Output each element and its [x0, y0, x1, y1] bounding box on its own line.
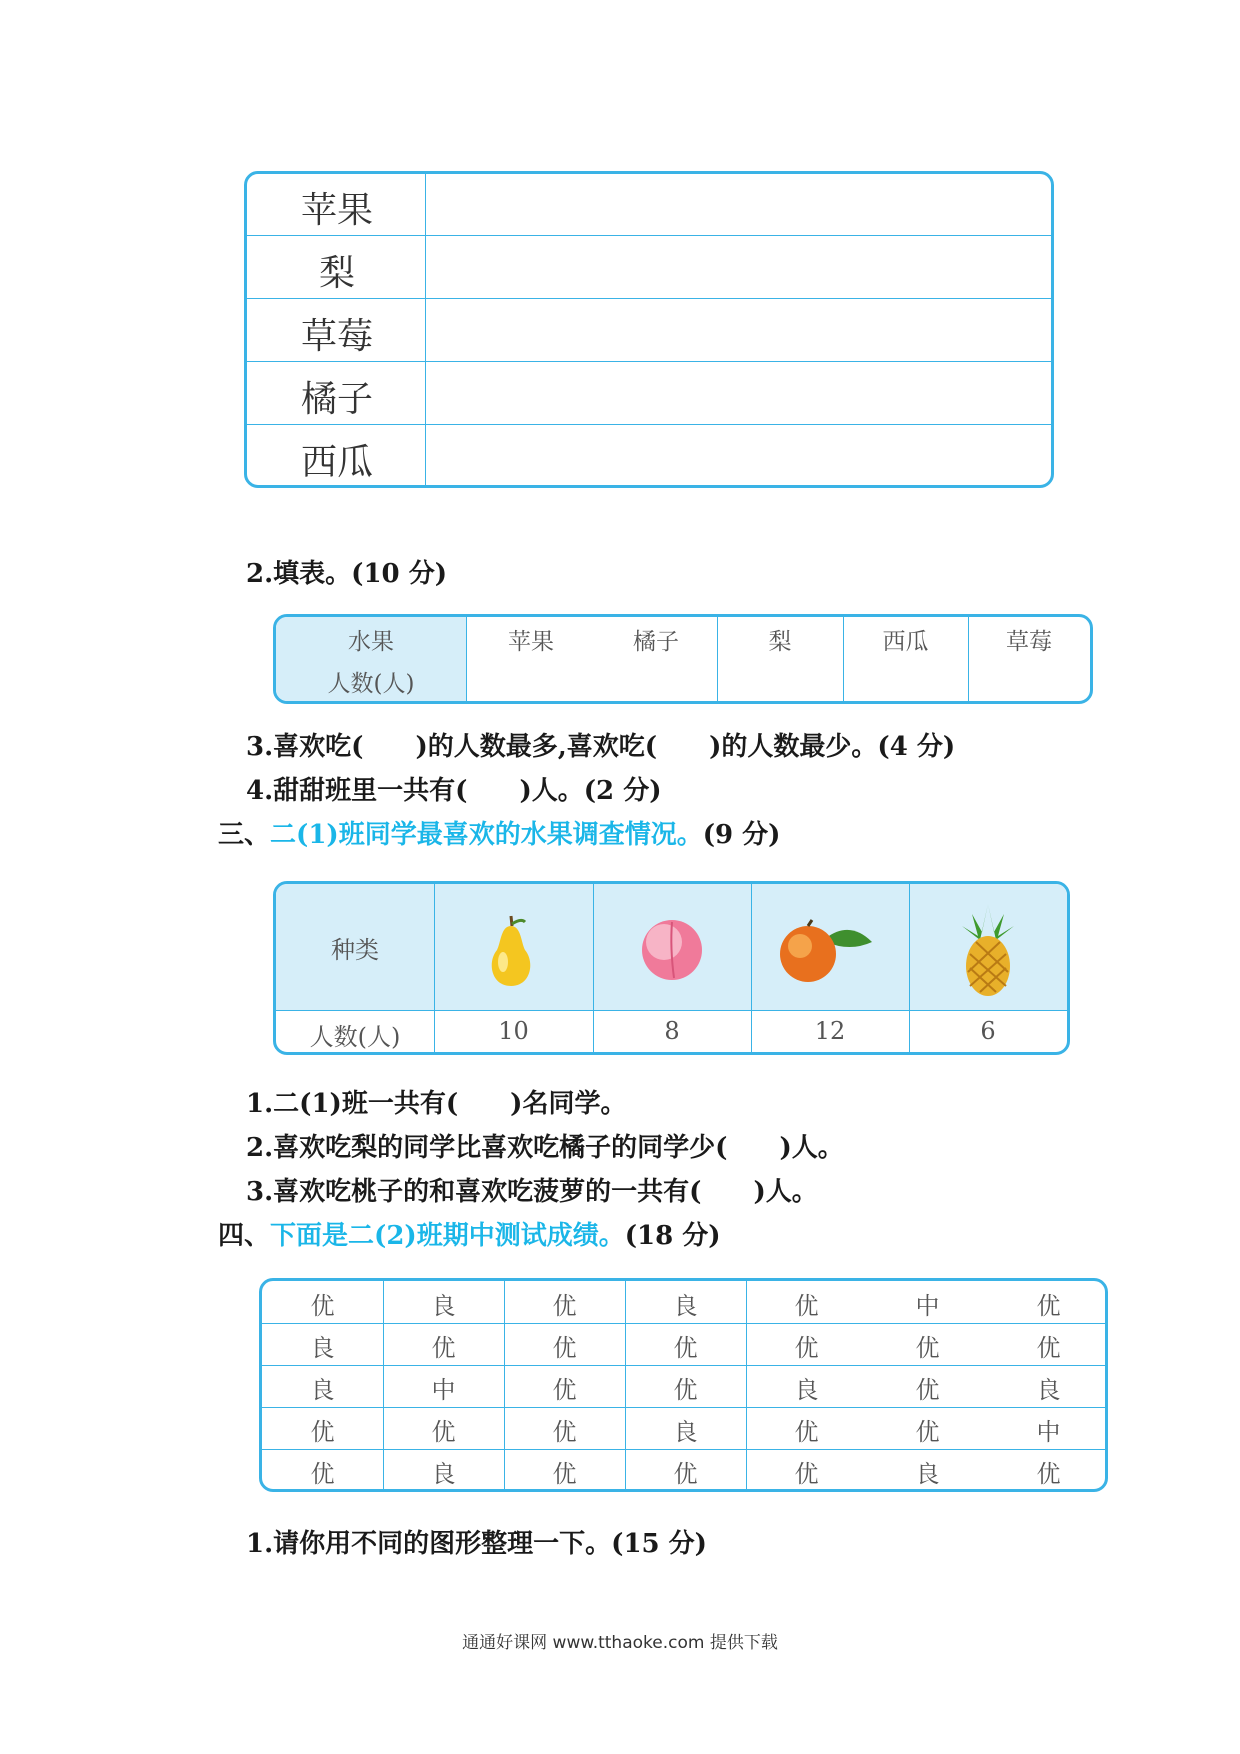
tally-label-pear: 梨: [318, 253, 355, 294]
fill-table-fruit-strawberry: 草莓: [1006, 629, 1052, 655]
survey-count-orange: 12: [814, 1017, 846, 1045]
grade-cell: 良: [1036, 1376, 1061, 1404]
grade-cell: 优: [310, 1418, 335, 1446]
pear-icon: [481, 912, 541, 990]
section-3-question-3: 3.喜欢吃桃子的和喜欢吃菠萝的一共有( )人。: [246, 1177, 818, 1207]
pineapple-icon: [956, 902, 1020, 998]
grade-cell: 优: [673, 1334, 698, 1362]
grade-cell: 良: [673, 1292, 698, 1320]
peach-icon: [636, 914, 708, 982]
survey-count-pineapple: 6: [980, 1017, 996, 1045]
fill-table-fruit-watermelon: 西瓜: [882, 629, 929, 655]
grade-cell: 优: [915, 1418, 940, 1446]
grade-cell: 优: [552, 1418, 577, 1446]
survey-count-peach: 8: [664, 1017, 680, 1045]
grade-cell: 良: [310, 1334, 335, 1362]
tally-label-orange: 橘子: [300, 379, 373, 420]
grade-cell: 优: [915, 1334, 940, 1362]
fruit-tally-table: [244, 171, 1054, 488]
grade-cell: 优: [431, 1334, 456, 1362]
section-4-heading: 四、下面是二(2)班期中测试成绩。(18 分): [218, 1221, 721, 1251]
footer-source: 通通好课网 www.tthaoke.com 提供下载: [462, 1633, 778, 1653]
grade-cell: 优: [1036, 1292, 1061, 1320]
grade-cell: 良: [794, 1376, 819, 1404]
section-3-question-1: 1.二(1)班一共有( )名同学。: [246, 1089, 627, 1119]
grade-cell: 优: [431, 1418, 456, 1446]
grade-cell: 优: [673, 1460, 698, 1488]
grade-cell: 优: [794, 1418, 819, 1446]
grade-cell: 优: [794, 1292, 819, 1320]
survey-type-header: 种类: [331, 936, 379, 964]
fill-table-count-header: 人数(人): [327, 671, 415, 697]
fill-table-fruit-apple: 苹果: [508, 629, 554, 655]
fill-table-fruit-pear: 梨: [768, 629, 792, 655]
grade-cell: 良: [915, 1460, 940, 1488]
section-3-question-2: 2.喜欢吃梨的同学比喜欢吃橘子的同学少( )人。: [246, 1133, 844, 1163]
tally-label-apple: 苹果: [300, 190, 373, 231]
class-survey-table: [273, 881, 1070, 1055]
grade-cell: 中: [1036, 1418, 1061, 1446]
grade-cell: 中: [915, 1292, 940, 1320]
grade-cell: 优: [794, 1460, 819, 1488]
question-4: 4.甜甜班里一共有( )人。(2 分): [246, 776, 662, 806]
grade-cell: 良: [431, 1292, 456, 1320]
orange-icon: [776, 912, 876, 986]
grade-cell: 优: [310, 1460, 335, 1488]
grade-cell: 优: [673, 1376, 698, 1404]
tally-label-strawberry: 草莓: [300, 316, 373, 357]
survey-count-pear: 10: [498, 1017, 529, 1045]
grades-table: [259, 1278, 1108, 1492]
grade-cell: 良: [310, 1376, 335, 1404]
section-4-question-1: 1.请你用不同的图形整理一下。(15 分): [246, 1529, 707, 1559]
grade-cell: 优: [552, 1334, 577, 1362]
grade-cell: 优: [552, 1292, 577, 1320]
tally-label-watermelon: 西瓜: [300, 442, 373, 483]
section-3-heading: 三、二(1)班同学最喜欢的水果调查情况。(9 分): [218, 820, 781, 850]
fill-table-fruit-header: 水果: [348, 629, 394, 655]
grade-cell: 优: [310, 1292, 335, 1320]
grade-cell: 优: [794, 1334, 819, 1362]
grade-cell: 良: [673, 1418, 698, 1446]
grade-cell: 良: [431, 1460, 456, 1488]
fill-table-fruit-orange: 橘子: [633, 629, 679, 655]
grade-cell: 优: [552, 1376, 577, 1404]
grade-cell: 中: [431, 1376, 456, 1404]
question-3: 3.喜欢吃( )的人数最多,喜欢吃( )的人数最少。(4 分): [246, 732, 956, 762]
grade-cell: 优: [552, 1460, 577, 1488]
question-2: 2.填表。(10 分): [246, 559, 447, 589]
grade-cell: 优: [1036, 1334, 1061, 1362]
fill-table: [273, 614, 1093, 704]
survey-count-header: 人数(人): [309, 1023, 401, 1051]
grade-cell: 优: [915, 1376, 940, 1404]
grade-cell: 优: [1036, 1460, 1061, 1488]
